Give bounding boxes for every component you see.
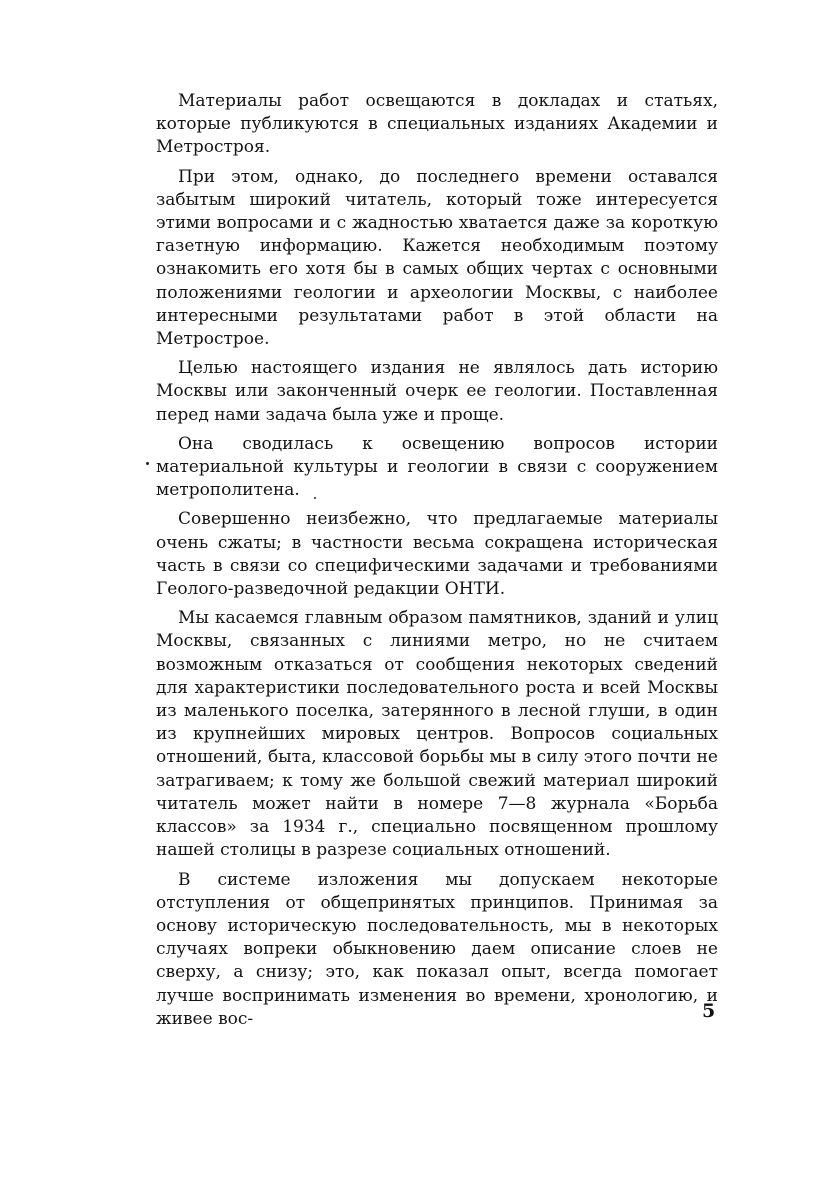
document-body (156, 90, 718, 1037)
paragraph-7: В системе изложения мы допускаем некоторые отступления от общепринятых принципов. Принимая за основу историческую последовательность, мы в некоторых случаях вопреки обыкновению даем описание слоев не сверху, а снизу; это, как показал опыт, всегда помогает лучше воспринимать изменения во времени, хронологию, и живее вос- (156, 869, 718, 1029)
paragraph-3: Целью настоящего издания не являлось дать историю Москвы или законченный очерк ее геологии. Поставленная перед нами задача была уже и проще. (156, 358, 718, 425)
print-speck (314, 497, 316, 499)
page-number: 5 (702, 1000, 716, 1022)
paragraph-2: При этом, однако, до последнего времени оставался забытым широкий читатель, который тоже интересуется этими вопросами и с жадностью хватается даже за короткую газетную информацию. Кажется необходимым поэтому ознакомить его хотя бы в самых общих чертах с основными положениями геологии и археологии Москвы, с наиболее интересными результатами работ в этой области на Метрострое. (156, 166, 718, 350)
paragraph-6: Мы касаемся главным образом памятников, зданий и улиц Москвы, связанных с линиями метро, но не считаем возможным отказаться от сообщения некоторых сведений для характеристики последовательного роста и всей Москвы из маленького поселка, затерянного в лесной глуши, в один из крупнейших мировых центров. Вопросов социальных отношений, быта, классовой борьбы мы в силу этого почти не затрагиваем; к тому же большой свежий материал широкий читатель может найти в номере 7—8 журнала «Борьба классов» за 1934 г., специально посвященном прошлому нашей столицы в разрезе социальных отношений. (156, 608, 718, 861)
paragraph-5: Совершенно неизбежно, что предлагаемые материалы очень сжаты; в частности весьма сокращена историческая часть в связи со специфическими задачами и требованиями Геолого-разведочной редакции ОНТИ. (156, 509, 718, 600)
paragraph-4: Она сводилась к освещению вопросов истории материальной культуры и геологии в связи с сооружением метрополитена. (156, 433, 718, 501)
print-speck (146, 462, 149, 465)
paragraph-1: Материалы работ освещаются в докладах и статьях, которые публикуются в специальных изданиях Академии и Метростроя. (156, 91, 718, 158)
